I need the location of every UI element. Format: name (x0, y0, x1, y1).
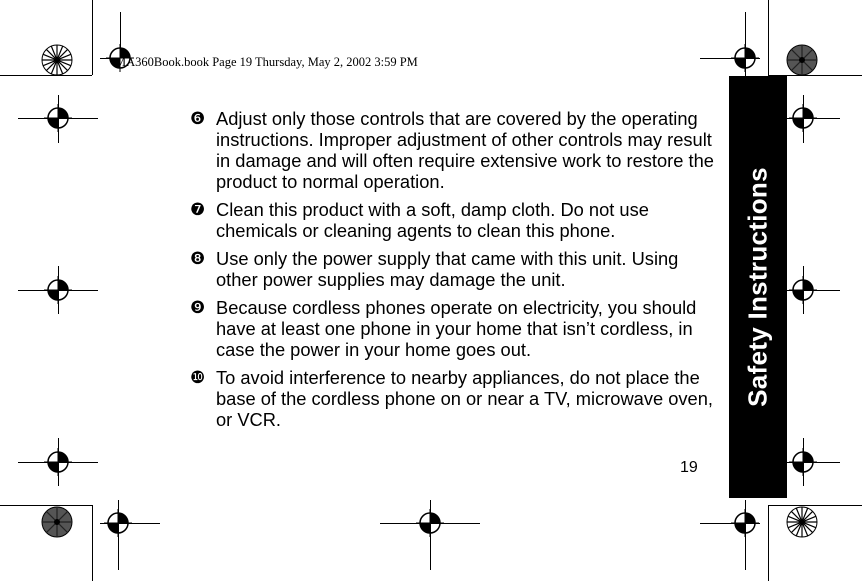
registration-target-icon (789, 276, 817, 304)
item-text: Because cordless phones operate on electricity, you should have at least one phone in your home that isn’t cordless, in case the power in your home goes out. (216, 297, 697, 360)
instruction-item (190, 367, 720, 430)
registration-target-icon (44, 448, 72, 476)
crop-mark (92, 0, 93, 75)
item-number-marker: ❾ (190, 298, 206, 317)
registration-target-icon (104, 509, 132, 537)
item-text: To avoid interference to nearby appliances, do not place the base of the cordless phone on or near a TV, microwave oven, or VCR. (216, 367, 713, 430)
instruction-item (190, 199, 720, 241)
book-info-stamp: MA360Book.book Page 19 Thursday, May 2, 2002 3:59 PM (115, 55, 418, 69)
registration-target-icon (44, 276, 72, 304)
item-text: Use only the power supply that came with this unit. Using other power supplies may damage the unit. (216, 248, 679, 290)
registration-target-icon (44, 104, 72, 132)
instruction-list (190, 108, 720, 437)
star-target-icon (786, 506, 818, 538)
star-target-icon (786, 44, 818, 76)
page-number: 19 (680, 459, 698, 476)
instruction-item (190, 108, 720, 192)
registration-target-icon (789, 448, 817, 476)
item-number-marker: ❼ (190, 200, 206, 219)
crop-mark (768, 505, 769, 581)
item-text: Clean this product with a soft, damp cloth. Do not use chemicals or cleaning agents to clean this phone. (216, 199, 649, 241)
instruction-item (190, 297, 720, 360)
registration-target-icon (731, 44, 759, 72)
registration-target-icon (731, 509, 759, 537)
item-number-marker: ❻ (190, 109, 206, 128)
crop-mark (768, 0, 769, 75)
registration-target-icon (416, 509, 444, 537)
star-target-icon (41, 506, 73, 538)
section-tab (729, 76, 787, 498)
crop-mark (92, 505, 93, 581)
section-tab-label: Safety Instructions (742, 167, 773, 407)
item-number-marker: ❿ (190, 368, 206, 387)
star-target-icon (41, 44, 73, 76)
item-number-marker: ❽ (190, 249, 206, 268)
item-text: Adjust only those controls that are covered by the operating instructions. Improper adjustment of other controls may result in damage and will often require extensive work to restore the product to normal operation. (216, 108, 714, 192)
registration-target-icon (789, 104, 817, 132)
instruction-item (190, 248, 720, 290)
